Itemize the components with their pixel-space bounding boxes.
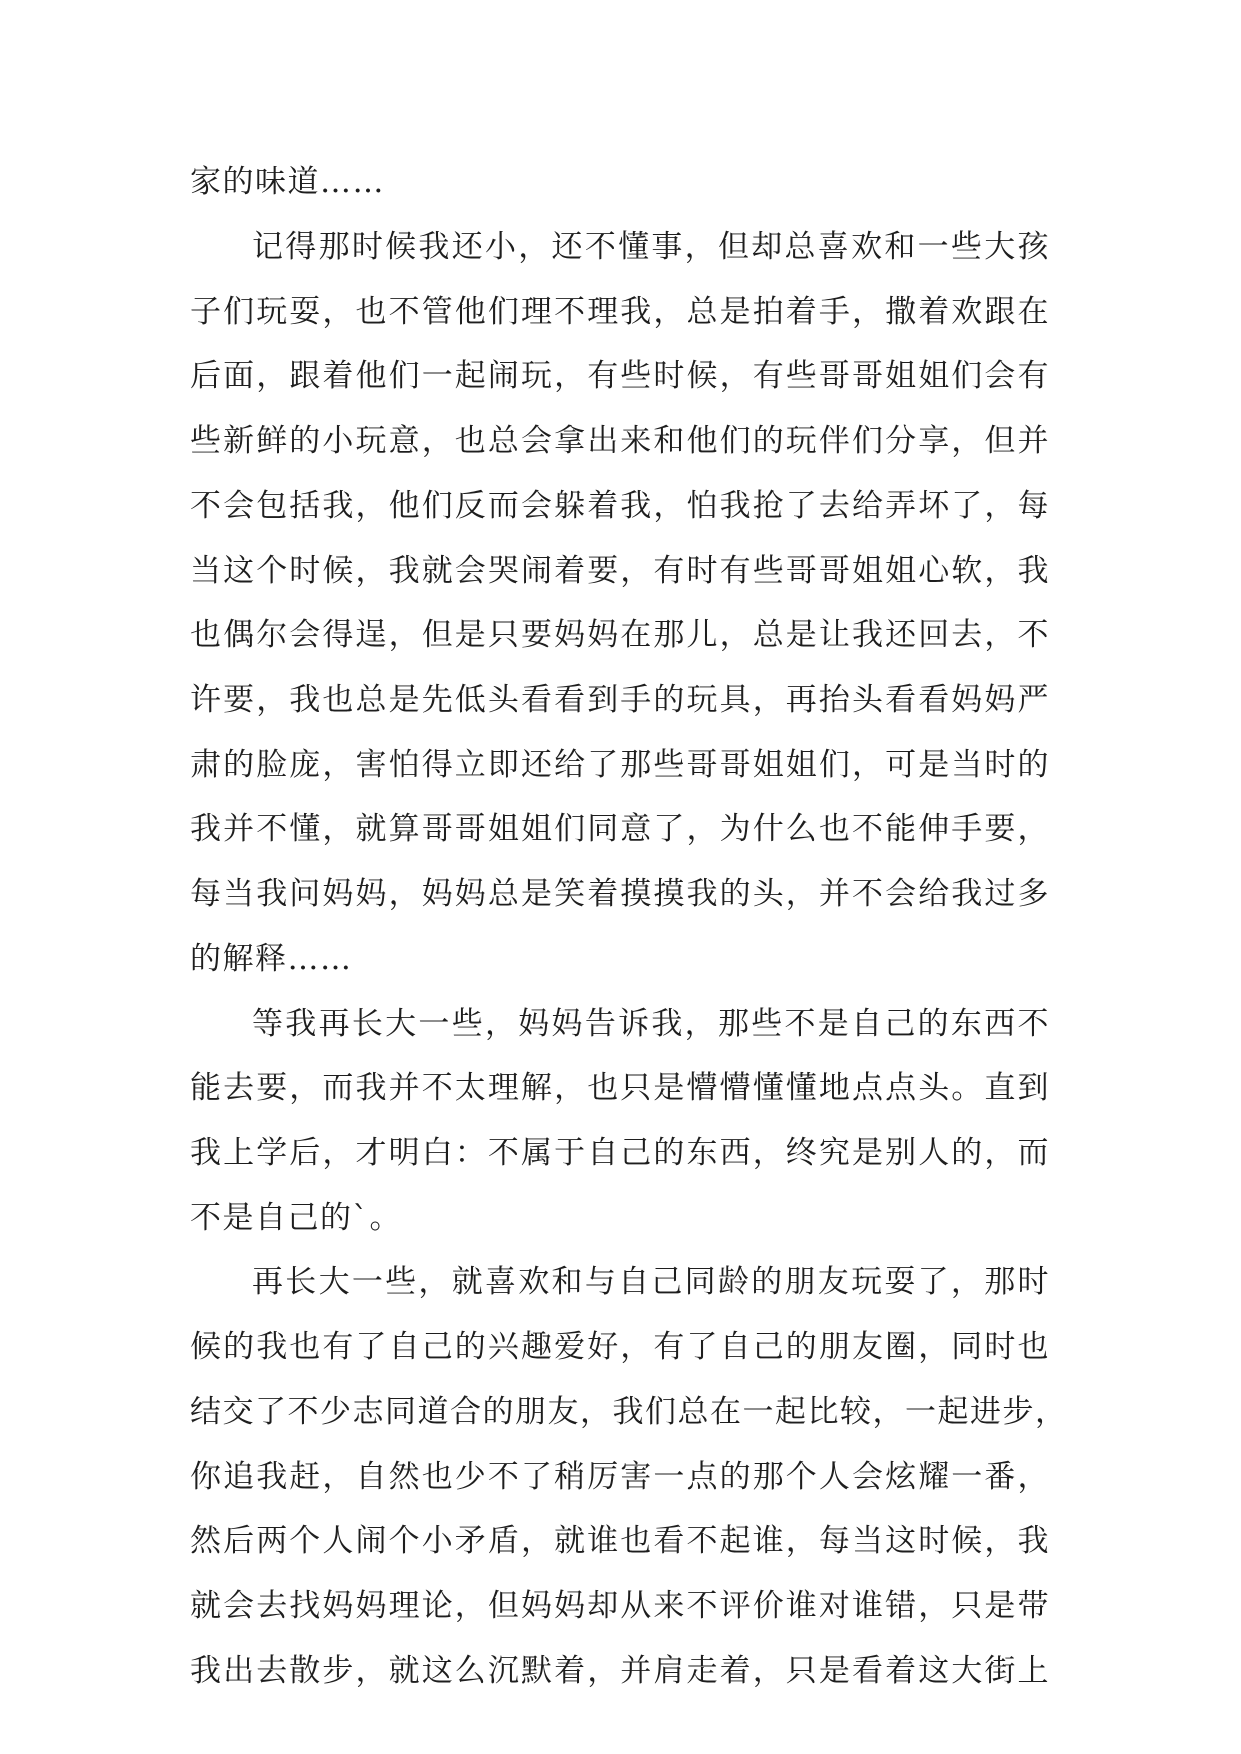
text-line: 也偶尔会得逞，但是只要妈妈在那儿，总是让我还回去，不 (190, 617, 1050, 653)
text-line: 候的我也有了自己的兴趣爱好，有了自己的朋友圈，同时也 (190, 1329, 1050, 1365)
text-line: 后面，跟着他们一起闹玩，有些时候，有些哥哥姐姐们会有 (190, 358, 1050, 394)
text-line: 再长大一些，就喜欢和与自己同龄的朋友玩耍了，那时 (252, 1264, 1050, 1300)
text-line: 许要，我也总是先低头看看到手的玩具，再抬头看看妈妈严 (190, 682, 1050, 718)
text-line: 子们玩耍，也不管他们理不理我，总是拍着手，撒着欢跟在 (190, 294, 1050, 330)
text-line: 不会包括我，他们反而会躲着我，怕我抢了去给弄坏了，每 (190, 488, 1050, 524)
text-line: 我出去散步，就这么沉默着，并肩走着，只是看着这大街上 (190, 1653, 1050, 1689)
text-line: 能去要，而我并不太理解，也只是懵懵懂懂地点点头。直到 (190, 1070, 1050, 1106)
text-line: 的解释…… (190, 941, 353, 977)
text-line: 不是自己的`。 (190, 1200, 402, 1236)
text-line: 就会去找妈妈理论，但妈妈却从来不评价谁对谁错，只是带 (190, 1588, 1050, 1624)
text-line: 记得那时候我还小，还不懂事，但却总喜欢和一些大孩 (252, 229, 1050, 265)
text-line: 些新鲜的小玩意，也总会拿出来和他们的玩伴们分享，但并 (190, 423, 1050, 459)
text-line: 我并不懂，就算哥哥姐姐们同意了，为什么也不能伸手要， (190, 811, 1050, 847)
text-line: 肃的脸庞，害怕得立即还给了那些哥哥姐姐们，可是当时的 (190, 747, 1050, 783)
text-line: 然后两个人闹个小矛盾，就谁也看不起谁，每当这时候，我 (190, 1523, 1050, 1559)
text-line: 每当我问妈妈，妈妈总是笑着摸摸我的头，并不会给我过多 (190, 876, 1050, 912)
text-line: 我上学后，才明白：不属于自己的东西，终究是别人的，而 (190, 1135, 1050, 1171)
text-line: 家的味道…… (190, 164, 385, 200)
text-line: 结交了不少志同道合的朋友，我们总在一起比较，一起进步， (190, 1394, 1068, 1430)
text-line: 你追我赶，自然也少不了稍厉害一点的那个人会炫耀一番， (190, 1459, 1050, 1495)
text-line: 等我再长大一些，妈妈告诉我，那些不是自己的东西不 (252, 1006, 1050, 1042)
text-line: 当这个时候，我就会哭闹着要，有时有些哥哥姐姐心软，我 (190, 553, 1050, 589)
